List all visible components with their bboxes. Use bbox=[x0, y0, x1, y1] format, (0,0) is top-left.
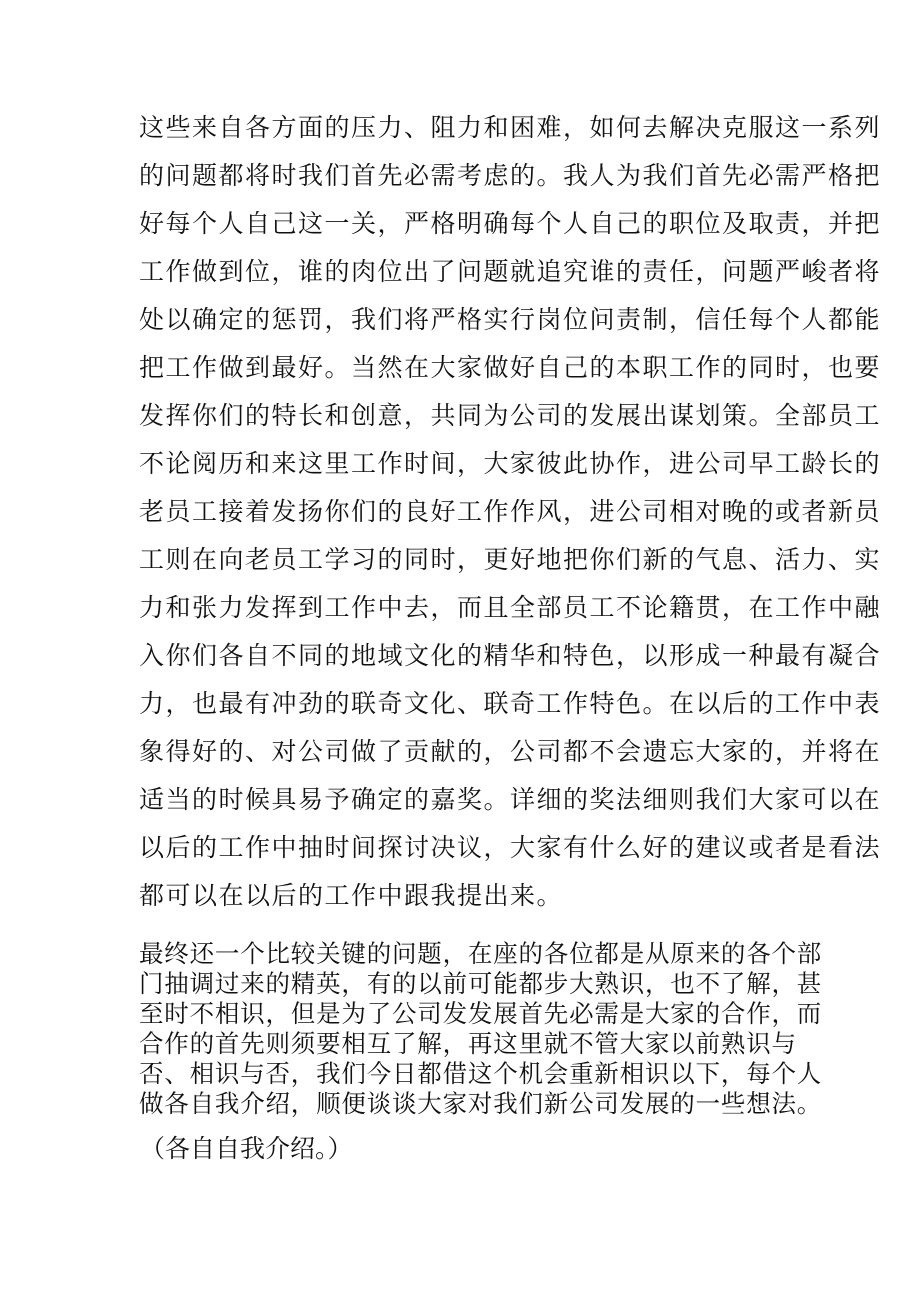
self-introduction-note: （各自自我介绍。） bbox=[140, 1134, 353, 1163]
paragraph-1-line: 这些来自各方面的压力、阻力和困难，如何去解决克服这一系列 bbox=[139, 113, 882, 142]
paragraph-2-line: 最终还一个比较关键的问题，在座的各位都是从原来的各个部 bbox=[139, 939, 823, 968]
paragraph-1-line: 发挥你们的特长和创意，共同为公司的发展出谋划策。全部员工 bbox=[139, 401, 882, 430]
paragraph-1-line: 处以确定的惩罚，我们将严格实行岗位问责制，信任每个人都能 bbox=[139, 305, 882, 334]
paragraph-1-line: 适当的时候具易予确定的嘉奖。详细的奖法细则我们大家可以在 bbox=[139, 785, 882, 814]
paragraph-2-line: 做各自我介绍，顺便谈谈大家对我们新公司发展的一些想法。 bbox=[139, 1089, 823, 1118]
paragraph-1-line: 都可以在以后的工作中跟我提出来。 bbox=[139, 881, 564, 910]
paragraph-1-line: 工作做到位，谁的肉位出了问题就追究谁的责任，问题严峻者将 bbox=[139, 257, 882, 286]
paragraph-1-line: 象得好的、对公司做了贡献的，公司都不会遗忘大家的，并将在 bbox=[139, 737, 882, 766]
paragraph-2-line: 合作的首先则须要相互了解，再这里就不管大家以前熟识与 bbox=[139, 1029, 797, 1058]
paragraph-2-line: 否、相识与否，我们今日都借这个机会重新相识以下，每个人 bbox=[139, 1059, 823, 1088]
paragraph-1-line: 好每个人自己这一关，严格明确每个人自己的职位及取责，并把 bbox=[139, 209, 882, 238]
paragraph-1-line: 以后的工作中抽时间探讨决议，大家有什么好的建议或者是看法 bbox=[139, 833, 882, 862]
paragraph-1-line: 的问题都将时我们首先必需考虑的。我人为我们首先必需严格把 bbox=[139, 161, 882, 190]
paragraph-1-line: 入你们各自不同的地域文化的精华和特色，以形成一种最有凝合 bbox=[139, 641, 882, 670]
paragraph-1-line: 力和张力发挥到工作中去，而且全部员工不论籍贯，在工作中融 bbox=[139, 593, 882, 622]
paragraph-1-line: 老员工接着发扬你们的良好工作作风，进公司相对晚的或者新员 bbox=[139, 497, 882, 526]
paragraph-1-line: 工则在向老员工学习的同时，更好地把你们新的气息、活力、实 bbox=[139, 545, 882, 574]
paragraph-1-line: 力，也最有冲劲的联奇文化、联奇工作特色。在以后的工作中表 bbox=[139, 689, 882, 718]
paragraph-1-line: 不论阅历和来这里工作时间，大家彼此协作，进公司早工龄长的 bbox=[139, 449, 882, 478]
paragraph-1-line: 把工作做到最好。当然在大家做好自己的本职工作的同时，也要 bbox=[139, 353, 882, 382]
paragraph-2-line: 门抽调过来的精英，有的以前可能都步大熟识，也不了解，甚 bbox=[139, 969, 823, 998]
paragraph-2-line: 至时不相识，但是为了公司发发展首先必需是大家的合作，而 bbox=[139, 999, 823, 1028]
